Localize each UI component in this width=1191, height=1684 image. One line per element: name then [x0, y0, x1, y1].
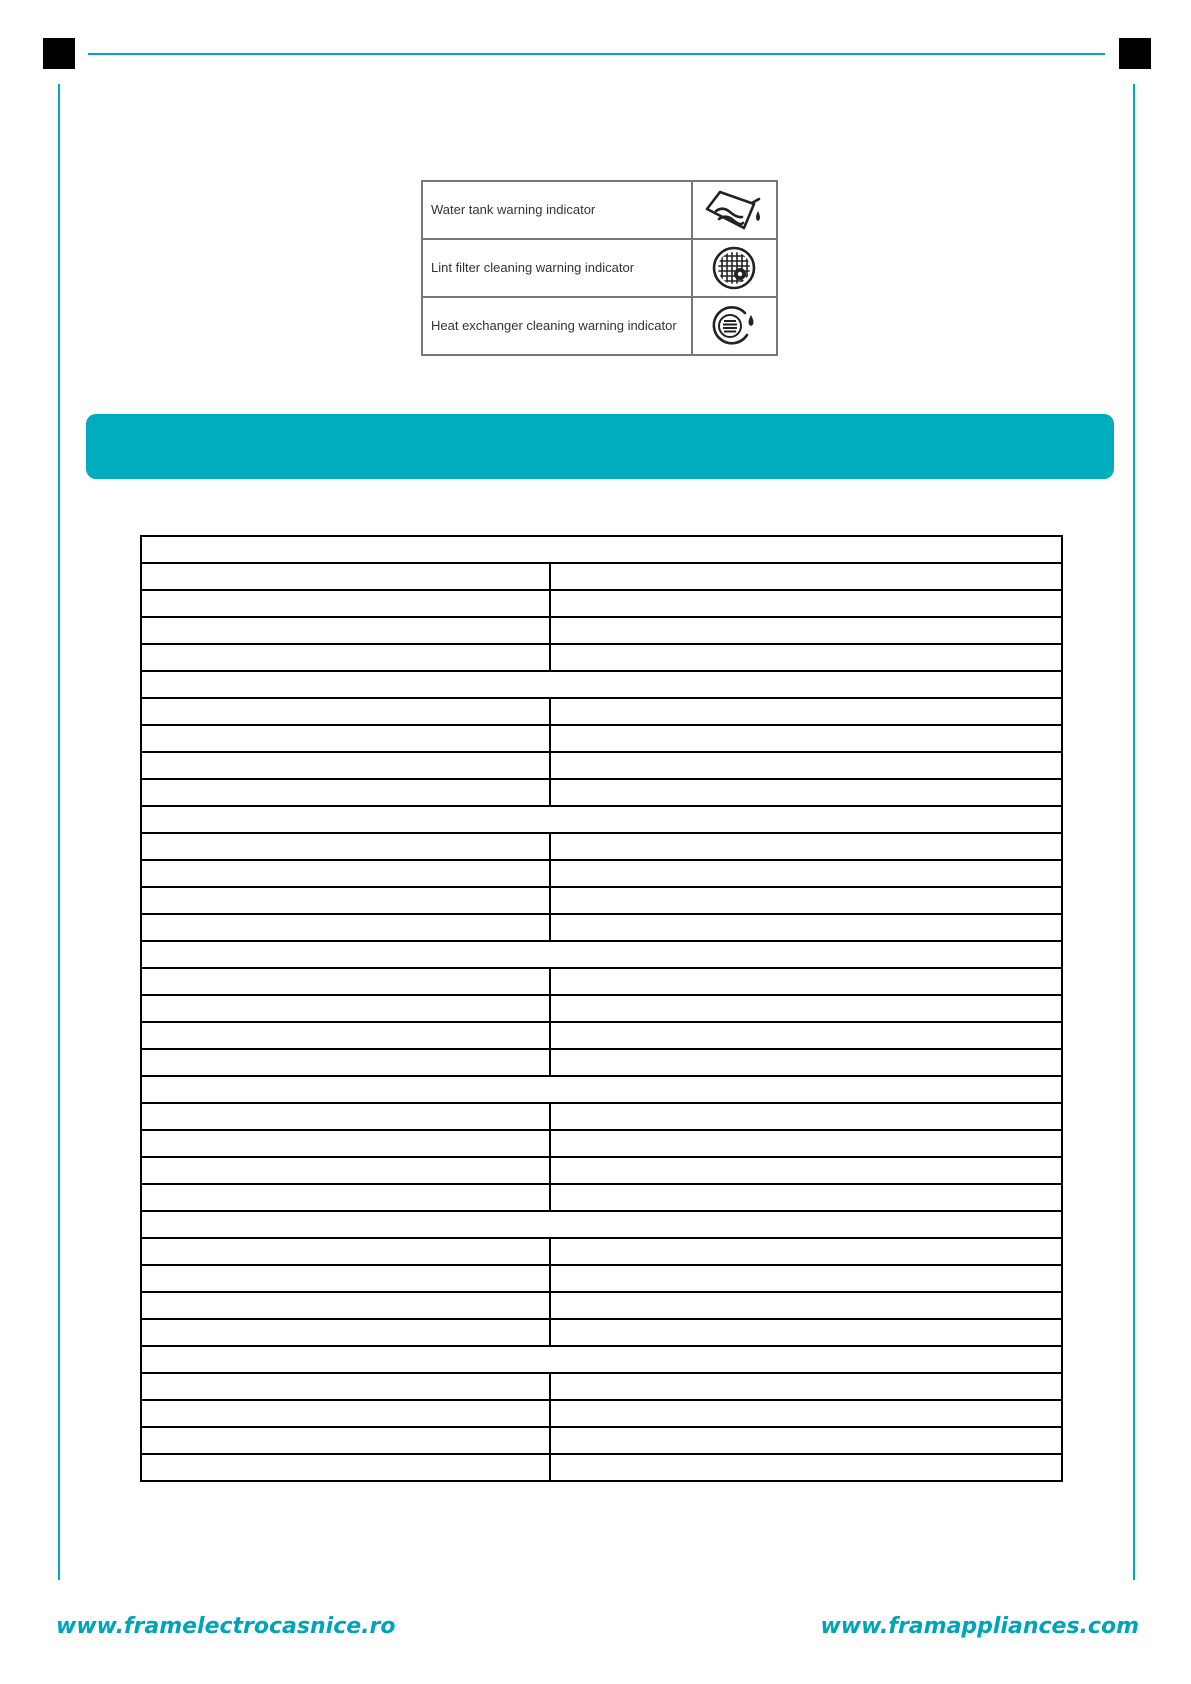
spec-value-cell: [550, 1184, 1062, 1211]
spec-row: [141, 914, 1062, 941]
specifications-table: [140, 535, 1063, 1482]
spec-value-cell: [550, 1454, 1062, 1481]
spec-section-header-row: [141, 671, 1062, 698]
spec-value-cell: [550, 995, 1062, 1022]
spec-value-cell: [550, 1049, 1062, 1076]
spec-value-cell: [550, 698, 1062, 725]
spec-label-cell: [141, 1022, 550, 1049]
spec-row: [141, 1319, 1062, 1346]
spec-label-cell: [141, 1373, 550, 1400]
spec-label-cell: [141, 860, 550, 887]
spec-row: [141, 725, 1062, 752]
spec-label-cell: [141, 644, 550, 671]
spec-value-cell: [550, 887, 1062, 914]
spec-label-cell: [141, 968, 550, 995]
spec-row: [141, 1400, 1062, 1427]
spec-value-cell: [550, 1238, 1062, 1265]
spec-label-cell: [141, 995, 550, 1022]
spec-row: [141, 833, 1062, 860]
spec-label-cell: [141, 833, 550, 860]
spec-section-header-row: [141, 941, 1062, 968]
spec-label-cell: [141, 725, 550, 752]
lint-filter-icon: [711, 245, 757, 291]
spec-value-cell: [550, 590, 1062, 617]
spec-label-cell: [141, 1454, 550, 1481]
spec-value-cell: [550, 725, 1062, 752]
indicator-row: [422, 181, 777, 239]
indicator-label: Water tank warning indicator: [422, 181, 692, 239]
spec-row: [141, 1049, 1062, 1076]
spec-row: [141, 860, 1062, 887]
spec-section-title: [141, 1211, 1062, 1238]
spec-row: [141, 752, 1062, 779]
spec-value-cell: [550, 617, 1062, 644]
spec-section-title: [141, 1076, 1062, 1103]
spec-value-cell: [550, 968, 1062, 995]
spec-label-cell: [141, 1157, 550, 1184]
indicator-label: Lint filter cleaning warning indicator: [422, 239, 692, 297]
spec-value-cell: [550, 1427, 1062, 1454]
spec-label-cell: [141, 1103, 550, 1130]
spec-label-cell: [141, 1049, 550, 1076]
right-rule: [1133, 84, 1135, 1580]
spec-row: [141, 779, 1062, 806]
spec-section-title: [141, 536, 1062, 563]
spec-row: [141, 698, 1062, 725]
spec-row: [141, 1238, 1062, 1265]
spec-section-header-row: [141, 1076, 1062, 1103]
corner-mark-left: [43, 38, 75, 69]
spec-row: [141, 1292, 1062, 1319]
spec-label-cell: [141, 779, 550, 806]
spec-row: [141, 1373, 1062, 1400]
spec-label-cell: [141, 590, 550, 617]
spec-value-cell: [550, 1373, 1062, 1400]
footer-link-com[interactable]: www.framappliances.com: [820, 1614, 1139, 1639]
spec-row: [141, 1184, 1062, 1211]
spec-value-cell: [550, 1103, 1062, 1130]
spec-row: [141, 644, 1062, 671]
spec-value-cell: [550, 833, 1062, 860]
spec-label-cell: [141, 1265, 550, 1292]
section-banner: [86, 414, 1114, 479]
spec-row: [141, 1265, 1062, 1292]
spec-row: [141, 1130, 1062, 1157]
spec-value-cell: [550, 779, 1062, 806]
spec-label-cell: [141, 1184, 550, 1211]
spec-section-header-row: [141, 1211, 1062, 1238]
spec-row: [141, 995, 1062, 1022]
spec-label-cell: [141, 1427, 550, 1454]
spec-value-cell: [550, 1130, 1062, 1157]
spec-value-cell: [550, 1022, 1062, 1049]
spec-row: [141, 590, 1062, 617]
spec-value-cell: [550, 914, 1062, 941]
spec-row: [141, 887, 1062, 914]
corner-mark-right: [1119, 38, 1151, 69]
spec-value-cell: [550, 1319, 1062, 1346]
spec-value-cell: [550, 860, 1062, 887]
spec-section-title: [141, 806, 1062, 833]
spec-section-title: [141, 671, 1062, 698]
spec-value-cell: [550, 563, 1062, 590]
top-rule: [88, 53, 1105, 55]
indicator-row: [422, 297, 777, 355]
spec-value-cell: [550, 1265, 1062, 1292]
footer-link-ro[interactable]: www.framelectrocasnice.ro: [56, 1614, 396, 1639]
indicator-label: Heat exchanger cleaning warning indicator: [422, 297, 692, 355]
spec-section-header-row: [141, 1346, 1062, 1373]
spec-value-cell: [550, 644, 1062, 671]
spec-row: [141, 1427, 1062, 1454]
spec-row: [141, 968, 1062, 995]
spec-label-cell: [141, 1238, 550, 1265]
spec-label-cell: [141, 563, 550, 590]
spec-section-title: [141, 941, 1062, 968]
spec-row: [141, 563, 1062, 590]
spec-value-cell: [550, 1292, 1062, 1319]
spec-label-cell: [141, 1319, 550, 1346]
spec-row: [141, 1103, 1062, 1130]
spec-row: [141, 1454, 1062, 1481]
indicator-row: [422, 239, 777, 297]
spec-row: [141, 1022, 1062, 1049]
spec-label-cell: [141, 1400, 550, 1427]
spec-label-cell: [141, 617, 550, 644]
spec-label-cell: [141, 887, 550, 914]
spec-row: [141, 617, 1062, 644]
spec-label-cell: [141, 914, 550, 941]
spec-section-header-row: [141, 806, 1062, 833]
indicator-table: [421, 180, 778, 356]
water-tank-icon: [704, 187, 764, 233]
spec-row: [141, 1157, 1062, 1184]
spec-value-cell: [550, 1157, 1062, 1184]
spec-label-cell: [141, 752, 550, 779]
spec-value-cell: [550, 752, 1062, 779]
spec-label-cell: [141, 698, 550, 725]
heat-exchanger-icon: [709, 303, 759, 349]
spec-value-cell: [550, 1400, 1062, 1427]
left-rule: [58, 84, 60, 1580]
spec-label-cell: [141, 1130, 550, 1157]
spec-section-header-row: [141, 536, 1062, 563]
spec-section-title: [141, 1346, 1062, 1373]
spec-label-cell: [141, 1292, 550, 1319]
